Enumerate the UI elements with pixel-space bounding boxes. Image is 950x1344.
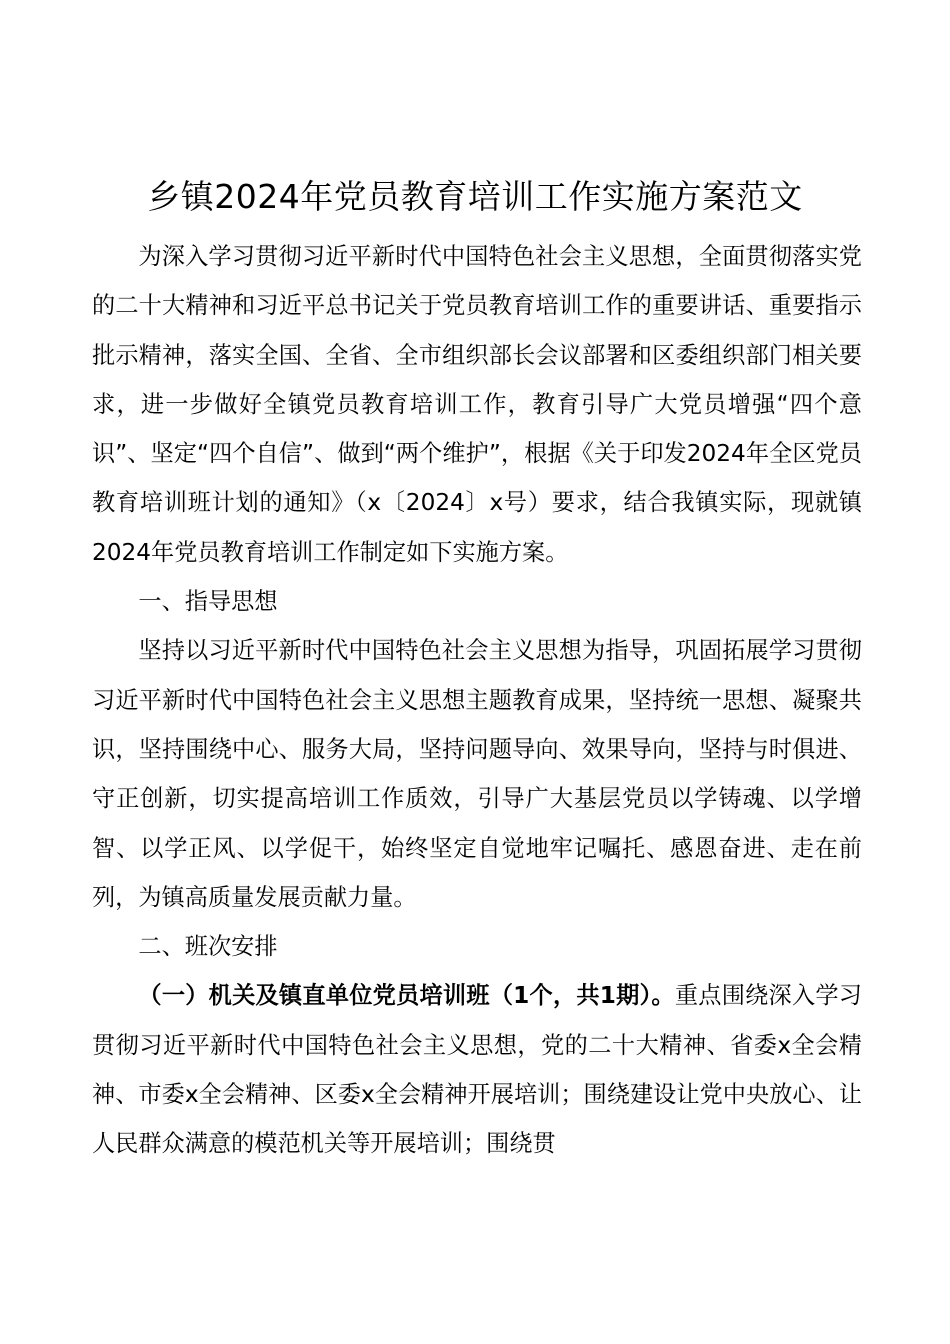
document-body xyxy=(92,232,862,1169)
section-heading-guiding-ideology: 一、指导思想 xyxy=(138,588,278,616)
class-item-paragraph xyxy=(92,971,862,1168)
class-item-lead: （一）机关及镇直单位党员培训班（1个，共1期）。 xyxy=(138,982,675,1010)
section-heading-class-arrangement: 二、班次安排 xyxy=(138,933,278,961)
document-title: 乡镇2024年党员教育培训工作实施方案范文 xyxy=(147,177,803,216)
class-item-body: 重点围绕深入学习贯彻习近平新时代中国特色社会主义思想，党的二十大精神、省委x全会精神、市委x全会精神、区委x全会精神开展培训；围绕建设让党中央放心、让人民群众满意的模范机关等开展培训；围绕贯 xyxy=(92,982,862,1158)
guiding-ideology-paragraph: 坚持以习近平新时代中国特色社会主义思想为指导，巩固拓展学习贯彻习近平新时代中国特色社会主义思想主题教育成果，坚持统一思想、凝聚共识，坚持围绕中心、服务大局，坚持问题导向、效果导向，坚持与时俱进、守正创新，切实提高培训工作质效，引导广大基层党员以学铸魂、以学增智、以学正风、以学促干，始终坚定自觉地牢记嘱托、感恩奋进、走在前列，为镇高质量发展贡献力量。 xyxy=(92,637,862,911)
intro-paragraph: 为深入学习贯彻习近平新时代中国特色社会主义思想，全面贯彻落实党的二十大精神和习近平总书记关于党员教育培训工作的重要讲话、重要指示批示精神，落实全国、全省、全市组织部长会议部署和区委组织部门相关要求，进一步做好全镇党员教育培训工作，教育引导广大党员增强“四个意识”、坚定“四个自信”、做到“两个维护”，根据《关于印发2024年全区党员教育培训班计划的通知》（x〔2024〕x号）要求，结合我镇实际，现就镇2024年党员教育培训工作制定如下实施方案。 xyxy=(92,243,862,566)
